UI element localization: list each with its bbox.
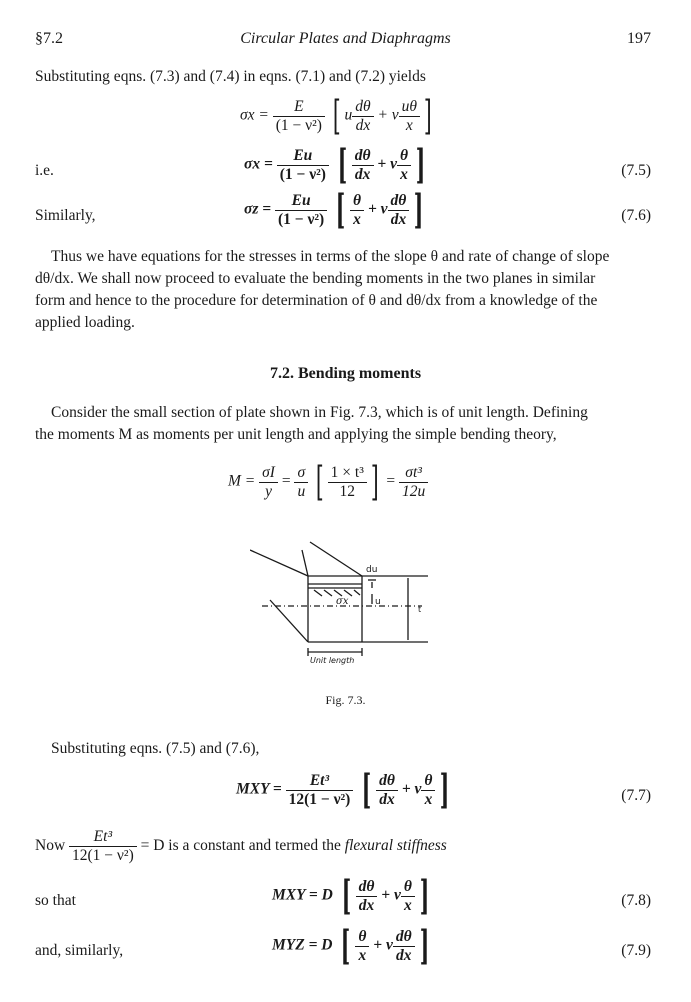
intro-text: Substituting eqns. (7.3) and (7.4) in eqns. (7.1) and (7.2) yields	[35, 68, 426, 85]
equation-7-6: σz = $\frac{Eu}{\text{(1 − ν²)}}$ [ $\frac{\theta}{x}$ + ν $\frac{d\theta}{dx}$ ]	[244, 186, 424, 233]
label-unit-length: Unit length	[310, 656, 355, 665]
label-similarly: Similarly,	[35, 207, 96, 224]
label-so-that: so that	[35, 892, 76, 909]
label-and-similarly: and, similarly,	[35, 942, 124, 959]
label-t: t	[418, 605, 422, 614]
running-title: Circular Plates and Diaphragms	[240, 30, 451, 47]
figure-plate-section	[250, 540, 450, 670]
section-number: §7.2	[35, 30, 63, 47]
equation-7-9: MYZ = D [ $\frac{\theta}{x}$ + ν $\frac{d\theta}{dx}$ ]	[272, 922, 429, 969]
section-heading: 7.2. Bending moments	[269, 365, 422, 382]
equation-number-7-7: (7.7)	[621, 787, 651, 804]
figure-caption: Fig. 7.3.	[325, 693, 366, 707]
equation-number-7-5: (7.5)	[621, 162, 651, 179]
label-sigma-x: σx	[336, 596, 349, 607]
equation-number-7-9: (7.9)	[621, 942, 651, 959]
equation-7-8: MXY = D [ $\frac{d\theta}{dx}$ + ν $\frac{\theta}{x}$ ]	[272, 872, 430, 919]
equation-sigma-x-general: σx = $\frac{E}{\text{(1 − ν²)}}$ [ u $\frac{d\theta}{dx}$ + ν $\frac{u\theta}{x}$ ]	[240, 93, 432, 139]
equation-7-5: σx = $\frac{Eu}{\text{(1 − ν²)}}$ [ $\frac{d\theta}{dx}$ + ν $\frac{\theta}{x}$ ]	[244, 141, 426, 188]
right-slant-top	[310, 542, 362, 576]
flexural-stiffness-definition: Now $\frac{\text{Et³}}{\text{12(1 − ν²)}}$ = D is a constant and termed the flexural stiffness	[35, 828, 447, 864]
equation-moment: M = $\frac{\sigma I}{y}$ = $\frac{\sigma}{u}$ [ $\frac{\text{1 × t³}}{12}$ ] = $\frac{\text{σt³}}{12u}$	[228, 462, 428, 502]
equation-7-7: MXY = $\frac{\text{Et³}}{\text{12(1 − ν²)}}$ [ $\frac{d\theta}{dx}$ + ν $\frac{\theta}{x}$ ]	[236, 766, 450, 813]
paragraph-bending: Consider the small section of plate shown in Fig. 7.3, which is of unit length. Defining the moments M as moments per unit length and applying the simple bending theory,	[35, 404, 588, 443]
label-u: u	[375, 597, 381, 607]
paragraph-stresses: Thus we have equations for the stresses in terms of the slope θ and rate of change of slope dθ/dx. We shall now proceed to evaluate the bending moments in the two planes in similar form and hence to the procedure for determination of θ and dθ/dx from a knowledge of the applied loading.	[35, 248, 610, 331]
page-number: 197	[627, 30, 651, 47]
top-edge-line	[302, 550, 308, 576]
left-slant-top	[250, 550, 308, 576]
label-ie: i.e.	[35, 162, 54, 179]
equation-number-7-8: (7.8)	[621, 892, 651, 909]
label-du: du	[366, 565, 378, 575]
equation-number-7-6: (7.6)	[621, 207, 651, 224]
substituting-text: Substituting eqns. (7.5) and (7.6),	[51, 740, 260, 757]
